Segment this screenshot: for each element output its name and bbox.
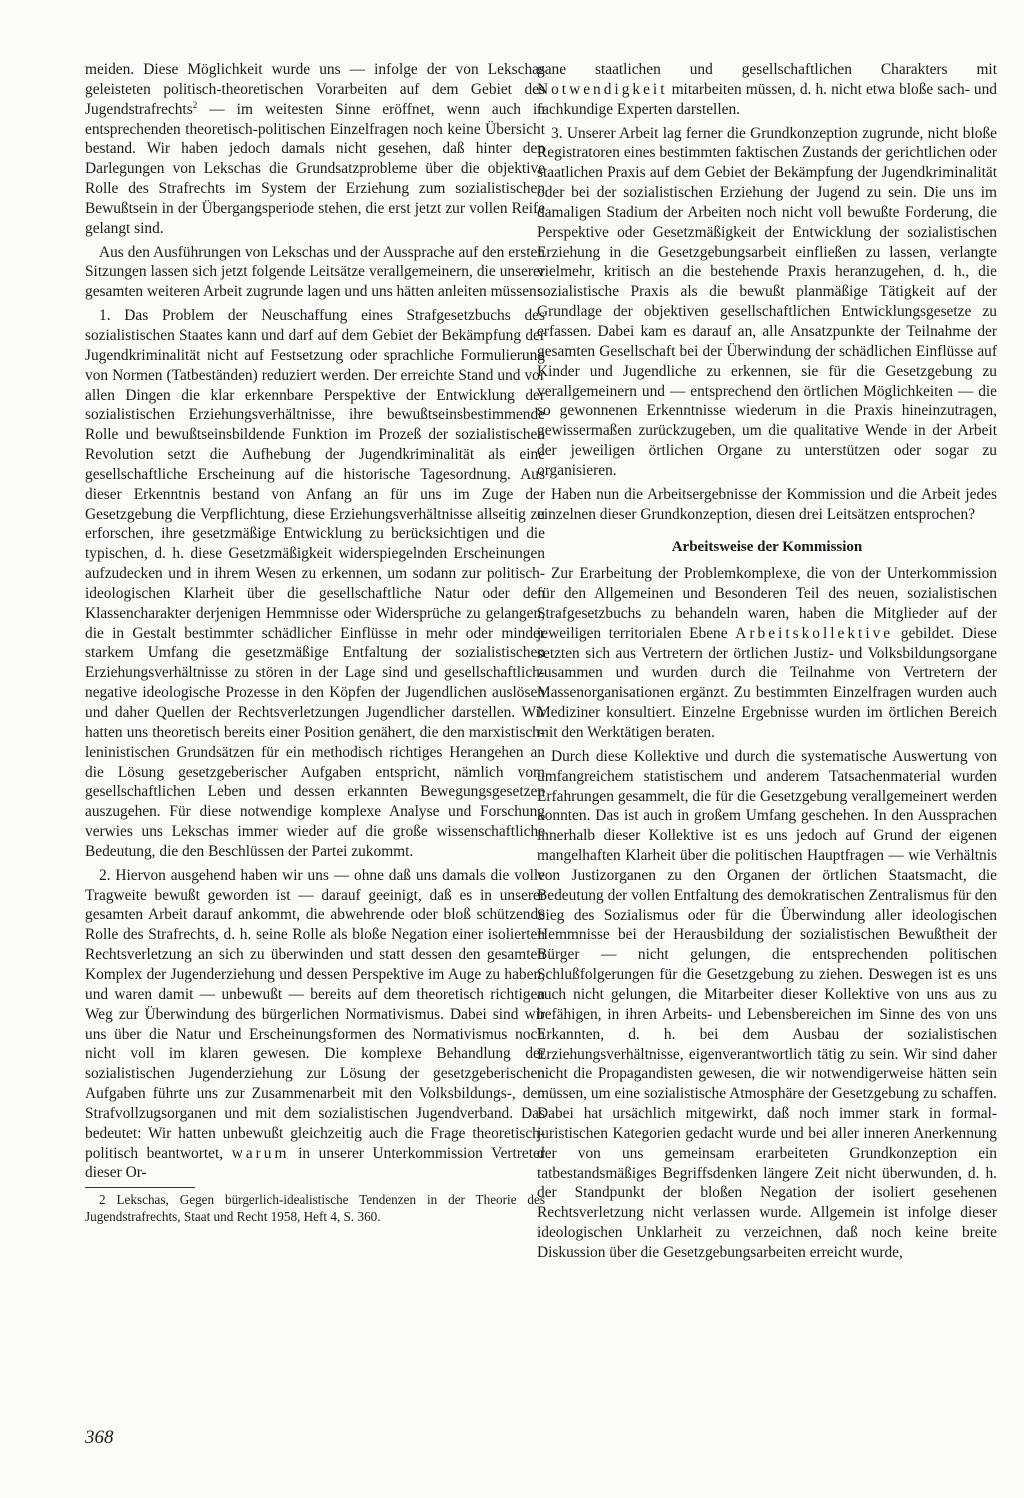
paragraph: 3. Unserer Arbeit lag ferner die Grundkonzeption zugrunde, nicht bloße Registratoren eines bestimmten faktischen Zustands der gerichtlichen oder staatlichen Praxis auf dem Gebiet der Bekämpfung der Jugendkriminalität oder bei der sozialistischen Erziehung der Jugend zu sein. Die uns im damaligen Stadium der Arbeiten noch nicht voll bewußte Forderung, die Perspektive oder Gesetzmäßigkeit der Entwicklung der sozialistischen Erziehung in die Gesetzgebungsarbeit einfließen zu lassen, verlangte vielmehr, kritisch an die bestehende Praxis heranzugehen, d. h., die sozialistische Praxis als die bewußt planmäßige Tätigkeit auf der Grundlage der objektiven gesellschaftlichen Entwicklungsgesetze zu erfassen. Dabei kam es darauf an, alle Ansatzpunkte der Teilnahme der gesamten Gesellschaft bei der Überwindung der schädlichen Einflüsse auf Kinder und Jugendliche zu erkennen, sie für die Gesetzgebung zu verallgemeinern und — entsprechend den örtlichen Möglichkeiten — die so gewonnenen Erkenntnisse wiederum in die Praxis hineinzutragen, gewissermaßen zurückzugeben, um die qualitative Wende in der Arbeit der jeweiligen örtlichen Organe zu unterstützen oder sogar zu organisieren. xyxy=(537,124,997,479)
page-number: 368 xyxy=(85,1427,114,1448)
paragraph: Zur Erarbeitung der Problemkomplexe, die von der Unterkommission für den Allgemeinen und Besonderen Teil des neuen, sozialistischen Strafgesetzbuchs zu behandeln waren, haben die Mitglieder auf der jeweiligen territorialen Ebene Arbeitskollektive gebildet. Diese setzten sich aus Vertretern der örtlichen Justiz- und Volksbildungsorgane zusammen und wurden durch die Teilnahme von Vertretern der Massenorganisationen ergänzt. Zu bestimmten Einzelfragen wurden auch Mediziner konsultiert. Einzelne Ergebnisse wurden im örtlichen Bereich mit den Werktätigen beraten. xyxy=(537,565,997,741)
paragraph: Haben nun die Arbeitsergebnisse der Kommission und die Arbeit jedes einzelnen dieser Grundkonzeption, diesen drei Leitsätzen entsprochen? xyxy=(537,485,997,523)
footnote: 2 Lekschas, Gegen bürgerlich-idealistische Tendenzen in der Theorie des Jugendstrafrechts, Staat und Recht 1958, Heft 4, S. 360. xyxy=(85,1192,545,1224)
right-column xyxy=(537,60,997,1267)
paragraph: 1. Das Problem der Neuschaffung eines Strafgesetzbuchs des sozialistischen Staates kann und darf auf dem Gebiet der Bekämpfung der Jugendkriminalität nicht auf Festsetzung oder sprachliche Formulierung von Normen (Tatbeständen) reduziert werden. Der erreichte Stand und vor allen Dingen die klar erkennbare Perspektive der Entwicklung der sozialistischen Erziehungsverhältnisse, ihre bewußtseinsbestimmende Rolle und bewußtseinsbildende Funktion im Prozeß der sozialistischen Revolution setzt die Aufhebung der Jugendkriminalität als eine gesellschaftliche Erscheinung auf die historische Tagesordnung. Aus dieser Erkenntnis bestand von Anfang an für uns im Zuge der Gesetzgebung die Verpflichtung, diese Erziehungsverhältnisse allseitig zu erforschen, ihre gesetzmäßige Entwicklung zu berücksichtigen und die typischen, d. h. diese Gesetzmäßigkeit widerspiegelnden Erscheinungen aufzudecken und in ihrem Wesen zu erkennen, um sodann zur politisch-ideologischen Klarheit über die gesellschaftliche Natur oder den Klassencharakter derjenigen Hemmnisse oder Widersprüche zu gelangen, die in Gestalt bestimmter schädlicher Einflüsse in mehr oder minder starkem Umfang die gesetzmäßige Entfaltung der sozialistischen Erziehungsverhältnisse zu stören in der Lage sind und gesellschaftlich-negative ideologische Prozesse in den Köpfen der Jugendlichen auslösen und daher Quellen der Rechtsverletzungen Jugendlicher darstellen. Wir hatten uns theoretisch bereits einer Position genähert, die den marxistisch-leninistischen Grundsätzen für ein methodisch richtiges Herangehen an die Lösung gesetzgeberischer Aufgaben entspricht, nämlich vom gesellschaftlichen Leben und dessen erkannten Bewegungsgesetzen auszugehen. Für diese notwendige komplexe Analyse und Forschung verwies uns Lekschas immer wieder auf die große wissenschaftliche Bedeutung, die den Beschlüssen der Partei zukommt. xyxy=(85,307,545,860)
paragraph: Durch diese Kollektive und durch die systematische Auswertung von umfangreichem statistischem und anderem Tatsachenmaterial wurden Erfahrungen gesammelt, die für die Gesetzgebung verallgemeinert werden konnten. Das ist auch in großem Umfang geschehen. In den Aussprachen innerhalb dieser Kollektive ist es uns jedoch auf Grund der eigenen mangelhaften Klarheit über die politischen Hauptfragen — wie Verhältnis von Justizorganen zu den Organen der örtlichen Staatsmacht, die Bedeutung der vollen Entfaltung des demokratischen Zentralismus für den Sieg des Sozialismus oder für die Überwindung aller ideologischen Hemmnisse bei der Herausbildung der sozialistischen Bewußtheit der Bürger — nicht gelungen, die entsprechenden politischen Schlußfolgerungen für die Gesetzgebung zu ziehen. Deswegen ist es uns auch nicht gelungen, die Mitarbeiter dieser Kollektive von uns aus zu befähigen, in ihren Arbeits- und Lebensbereichen im Sinne des von uns Erkannten, d. h. bei dem Ausbau der sozialistischen Erziehungsverhältnisse, eigenverantwortlich tätig zu sein. Wir sind daher nicht die Propagandisten gewesen, die wir notwendigerweise hätten sein müssen, um eine sozialistische Atmosphäre der Gesetzgebung zu schaffen. Dabei hat ursächlich mitgewirkt, daß noch immer stark in formal-juristischen Kategorien gedacht wurde und bei aller inneren Anerkennung der von uns gemeinsam erarbeiteten Grundkonzeption ein tatbestandsmäßiges Begriffsdenken längere Zeit nicht überwunden, d. h. der Standpunkt der bloßen Negation der isoliert gesehenen Rechtsverletzung nicht verlassen wurde. Allgemein ist infolge dieser ideologischen Unklarheit zu verzeichnen, daß noch keine breite Diskussion über die Gesetzgebungsarbeiten erreicht wurde, xyxy=(537,747,997,1261)
left-column xyxy=(85,60,545,1229)
footnote-marker: 2 xyxy=(192,99,198,110)
paragraph: meiden. Diese Möglichkeit wurde uns — infolge der von Lekschas geleisteten politisch-theoretischen Vorarbeiten auf dem Gebiet des Jugendstrafrechts$^2$ — im weitesten Sinne eröffnet, wenn auch in entsprechenden theoretisch-politischen Einzelfragen noch keine Übersicht bestand. Wir haben jedoch damals nicht gesehen, daß hinter den Darlegungen von Lekschas die Grundsatzprobleme über die objektive Rolle des Strafrechts im System der Erziehung zum sozialistischen Bewußtsein in der Übergangsperiode stehen, die erst jetzt zur vollen Reife gelangt sind. xyxy=(85,61,545,237)
section-heading: Arbeitsweise der Kommission xyxy=(671,539,863,556)
paragraph: 2. Hiervon ausgehend haben wir uns — ohne daß uns damals die volle Tragweite bewußt geworden ist — darauf geeinigt, daß es in unserer gesamten Arbeit darauf ankommt, die abwehrende oder bloß schützende Rolle des Strafrechts, d. h. seine Rolle als bloße Negation einer isolierten Rechtsverletzung an sich zu überwinden und statt dessen den gesamten Komplex der Jugenderziehung und dessen Perspektive im Auge zu haben, und waren damit — unbewußt — bereits auf dem theoretisch richtigen Weg zur Überwindung des bürgerlichen Normativismus. Dabei sind wir uns über die Natur und Erscheinungsformen des Normativismus noch nicht voll im klaren gewesen. Die komplexe Behandlung der sozialistischen Jugenderziehung zur Lösung der gesetzgeberischen Aufgaben führte uns zur Zusammenarbeit mit den Volksbildungs-, den Strafvollzugsorganen und mit dem sozialistischen Jugendverband. Das bedeutet: Wir hatten unbewußt gleichzeitig auch die Frage theoretisch-politisch beantwortet, warum in unserer Unterkommission Vertreter dieser Or- xyxy=(85,866,545,1182)
paragraph: Aus den Ausführungen von Lekschas und der Aussprache auf den ersten Sitzungen lassen sich jetzt folgende Leitsätze verallgemeinern, die unserer gesamten weiteren Arbeit zugrunde lagen und uns hätten anleiten müssen: xyxy=(85,243,545,301)
footnote-divider xyxy=(85,1187,195,1188)
paragraph: gane staatlichen und gesellschaftlichen Charakters mit Notwendigkeit mitarbeiten müssen, d. h. nicht etwa bloße sach- und fachkundige Experten darstellen. xyxy=(537,61,997,118)
